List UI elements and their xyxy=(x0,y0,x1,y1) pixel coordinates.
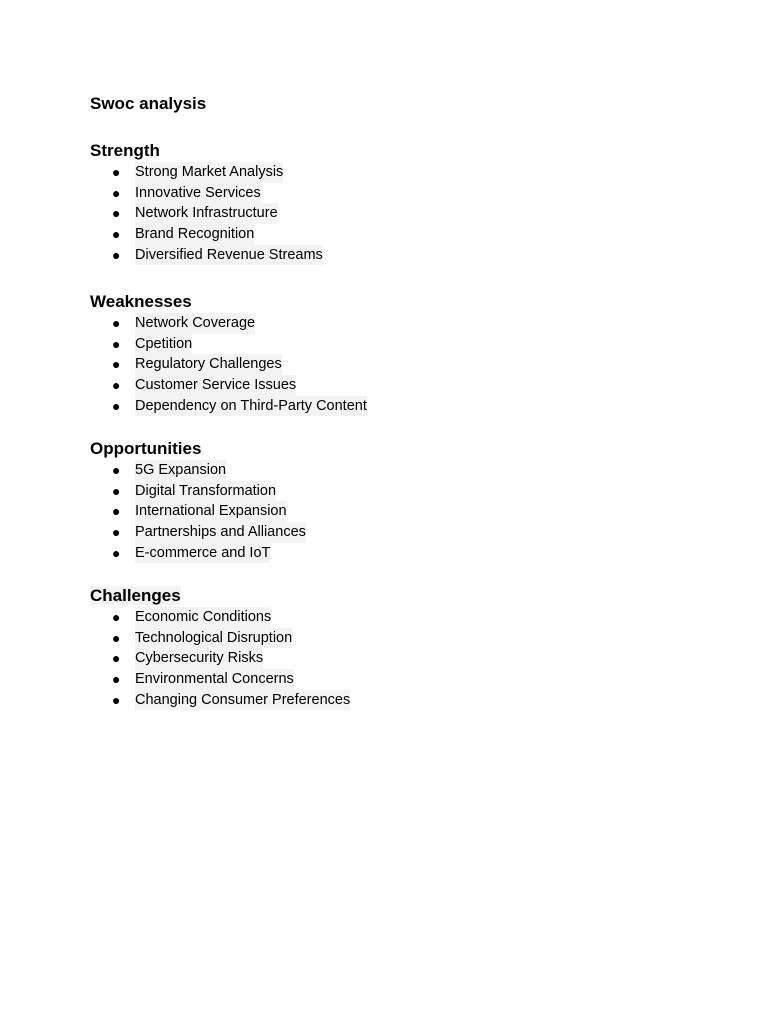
bullet-icon: ● xyxy=(112,609,121,625)
list-item-text: Environmental Concerns xyxy=(135,669,294,690)
challenges-list xyxy=(90,607,690,710)
list-item-text: Cpetition xyxy=(135,334,192,355)
list-item-text: International Expansion xyxy=(135,501,287,522)
bullet-icon: ● xyxy=(112,691,121,708)
bullet-icon: ● xyxy=(112,397,121,414)
bullet-icon: ● xyxy=(112,205,121,222)
list-item-text: Innovative Services xyxy=(135,183,261,204)
section-heading-challenges xyxy=(90,585,690,607)
section-heading-challenges-text: Challenges xyxy=(90,586,181,605)
list-item xyxy=(90,183,690,204)
list-item-text: Customer Service Issues xyxy=(135,375,296,396)
bullet-icon: ● xyxy=(112,377,121,394)
list-item-text: Technological Disruption xyxy=(135,628,292,649)
list-item-text: Network Infrastructure xyxy=(135,203,278,224)
list-item xyxy=(90,669,690,690)
bullet-icon: ● xyxy=(112,629,121,646)
list-item-text: Dependency on Third-Party Content xyxy=(135,396,367,417)
list-item-text: Cybersecurity Risks xyxy=(135,648,263,669)
bullet-icon: ● xyxy=(112,544,121,561)
list-item xyxy=(90,334,690,355)
list-item xyxy=(90,690,690,711)
list-item xyxy=(90,607,690,628)
list-item xyxy=(90,522,690,543)
section-weaknesses xyxy=(90,291,690,416)
list-item-text: Digital Transformation xyxy=(135,481,276,502)
bullet-icon: ● xyxy=(112,462,121,478)
list-item xyxy=(90,628,690,649)
list-item-text: Economic Conditions xyxy=(135,607,271,628)
list-item xyxy=(90,396,690,417)
list-item xyxy=(90,354,690,375)
list-item xyxy=(90,375,690,396)
list-item xyxy=(90,245,690,266)
list-item xyxy=(90,481,690,502)
bullet-icon: ● xyxy=(112,335,121,352)
list-item-text: Partnerships and Alliances xyxy=(135,522,306,543)
list-item xyxy=(90,203,690,224)
list-item xyxy=(90,224,690,245)
bullet-icon: ● xyxy=(112,524,121,541)
bullet-icon: ● xyxy=(112,246,121,263)
list-item-text: Strong Market Analysis xyxy=(135,162,283,183)
list-item xyxy=(90,543,690,564)
list-item-text: E-commerce and IoT xyxy=(135,543,270,564)
weaknesses-list xyxy=(90,313,690,416)
section-challenges xyxy=(90,585,690,710)
list-item-text: Changing Consumer Preferences xyxy=(135,690,350,711)
opportunities-list xyxy=(90,460,690,563)
list-item-text: Regulatory Challenges xyxy=(135,354,282,375)
bullet-icon: ● xyxy=(112,356,121,373)
list-item-text: 5G Expansion xyxy=(135,460,226,481)
section-heading-opportunities: Opportunities xyxy=(90,439,202,458)
list-item xyxy=(90,313,690,334)
section-opportunities xyxy=(90,438,690,563)
section-strength xyxy=(90,140,690,265)
document-title: Swoc analysis xyxy=(90,94,207,113)
bullet-icon: ● xyxy=(112,226,121,243)
list-item-text: Network Coverage xyxy=(135,313,255,334)
section-heading-strength: Strength xyxy=(90,141,160,160)
list-item xyxy=(90,162,690,183)
list-item xyxy=(90,648,690,669)
bullet-icon: ● xyxy=(112,315,121,331)
bullet-icon: ● xyxy=(112,184,121,201)
bullet-icon: ● xyxy=(112,503,121,520)
list-item-text: Brand Recognition xyxy=(135,224,254,245)
list-item xyxy=(90,501,690,522)
list-item xyxy=(90,460,690,481)
bullet-icon: ● xyxy=(112,671,121,688)
section-heading-weaknesses: Weaknesses xyxy=(90,292,192,311)
bullet-icon: ● xyxy=(112,482,121,499)
bullet-icon: ● xyxy=(112,650,121,667)
bullet-icon: ● xyxy=(112,164,121,180)
list-item-text: Diversified Revenue Streams xyxy=(135,245,323,266)
strength-list xyxy=(90,162,690,265)
